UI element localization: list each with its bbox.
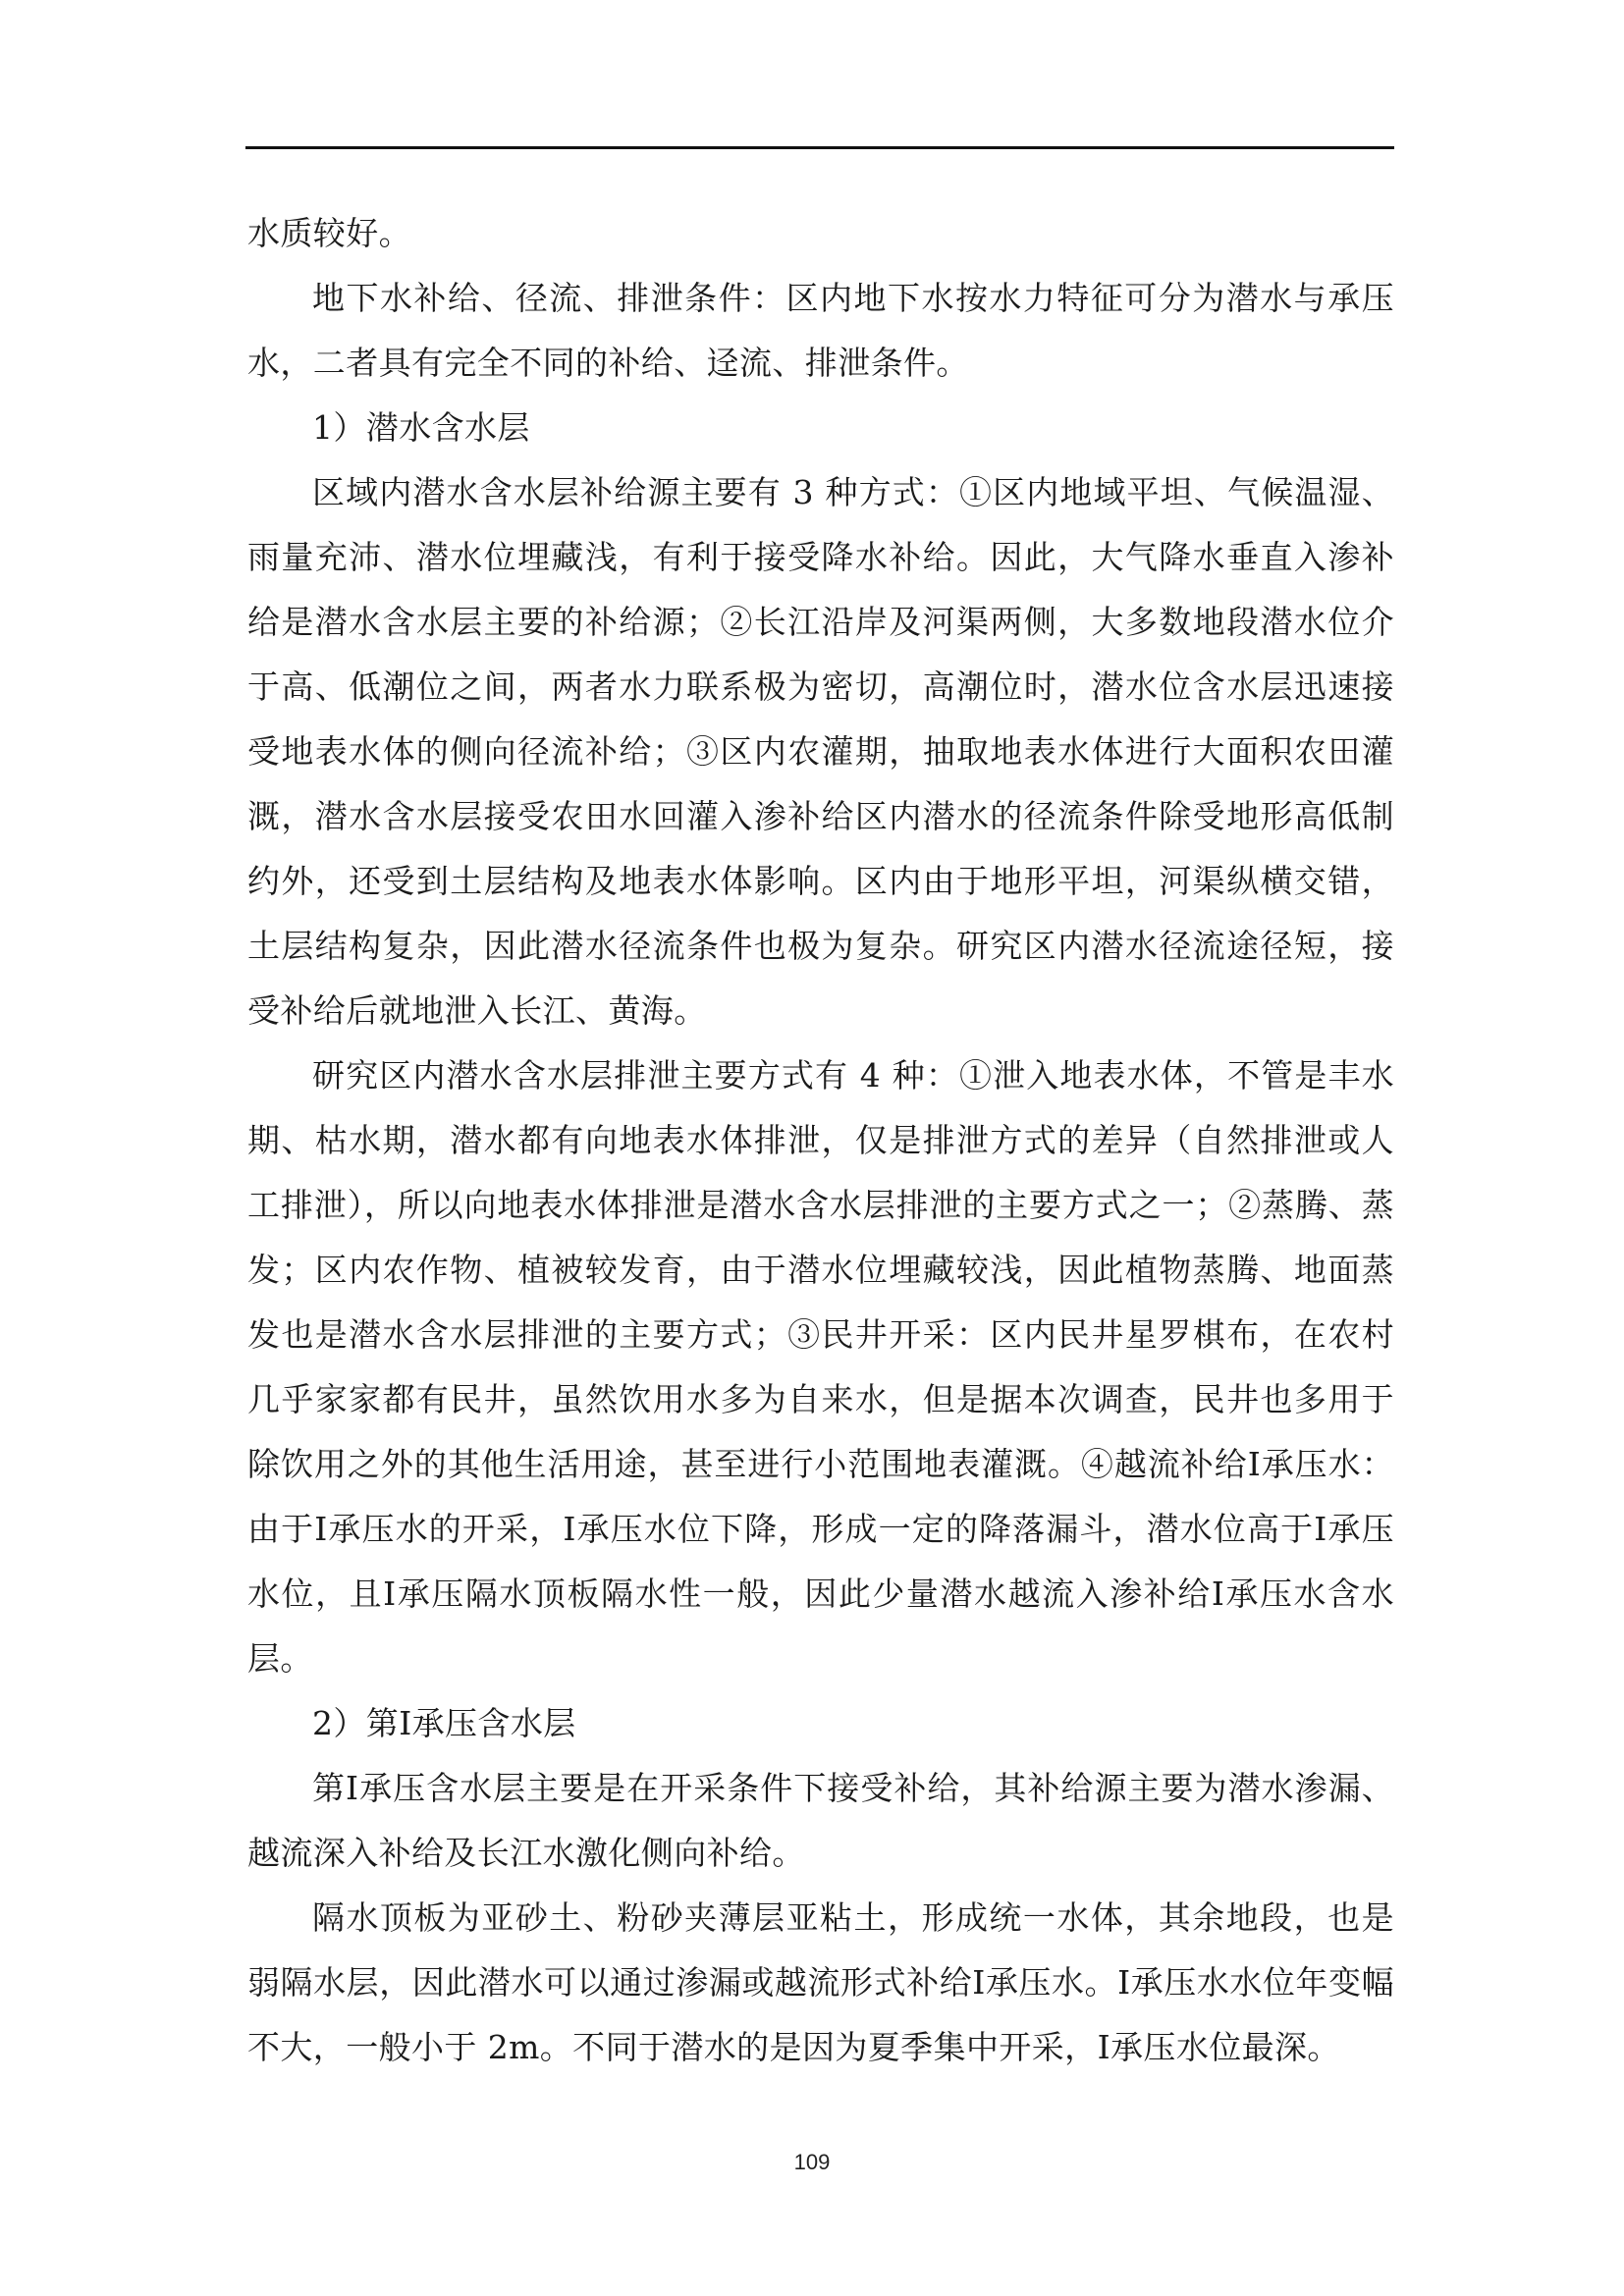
paragraph-continuation: 水质较好。 [247,214,411,252]
body-text [247,201,1394,2080]
header-rule [245,146,1394,149]
section-heading-confined-aquifer: 2）第Ⅰ承压含水层 [312,1704,576,1742]
paragraph-confined-recharge: 第Ⅰ承压含水层主要是在开采条件下接受补给，其补给源主要为潜水渗漏、越流深入补给及长江水激化侧向补给。 [247,1769,1394,1872]
page-number: 109 [793,2150,831,2174]
section-heading-phreatic-aquifer: 1）潜水含水层 [312,408,530,447]
paragraph-confined-aquitard: 隔水顶板为亚砂土、粉砂夹薄层亚粘土，形成统一水体，其余地段，也是弱隔水层，因此潜水可以通过渗漏或越流形式补给Ⅰ承压水。Ⅰ承压水水位年变幅不大，一般小于 2m。不同于潜水的是因为夏季集中开采，Ⅰ承压水位最深。 [247,1898,1394,2066]
paragraph-phreatic-discharge: 研究区内潜水含水层排泄主要方式有 4 种：①泄入地表水体，不管是丰水期、枯水期，潜水都有向地表水体排泄，仅是排泄方式的差异（自然排泄或人工排泄），所以向地表水体排泄是潜水含水层排泄的主要方式之一；②蒸腾、蒸发；区内农作物、植被较发育，由于潜水位埋藏较浅，因此植物蒸腾、地面蒸发也是潜水含水层排泄的主要方式；③民井开采：区内民井星罗棋布，在农村几乎家家都有民井，虽然饮用水多为自来水，但是据本次调查，民井也多用于除饮用之外的其他生活用途，甚至进行小范围地表灌溉。④越流补给Ⅰ承压水：由于Ⅰ承压水的开采，Ⅰ承压水位下降，形成一定的降落漏斗，潜水位高于Ⅰ承压水位，且Ⅰ承压隔水顶板隔水性一般，因此少量潜水越流入渗补给Ⅰ承压水含水层。 [247,1056,1394,1678]
paragraph-recharge-conditions: 地下水补给、径流、排泄条件：区内地下水按水力特征可分为潜水与承压水，二者具有完全不同的补给、迳流、排泄条件。 [247,279,1394,382]
paragraph-phreatic-recharge: 区域内潜水含水层补给源主要有 3 种方式：①区内地域平坦、气候温湿、雨量充沛、潜水位埋藏浅，有利于接受降水补给。因此，大气降水垂直入渗补给是潜水含水层主要的补给源；②长江沿岸及河渠两侧，大多数地段潜水位介于高、低潮位之间，两者水力联系极为密切，高潮位时，潜水位含水层迅速接受地表水体的侧向径流补给；③区内农灌期，抽取地表水体进行大面积农田灌溉，潜水含水层接受农田水回灌入渗补给区内潜水的径流条件除受地形高低制约外，还受到土层结构及地表水体影响。区内由于地形平坦，河渠纵横交错，土层结构复杂，因此潜水径流条件也极为复杂。研究区内潜水径流途径短，接受补给后就地泄入长江、黄海。 [247,473,1394,1030]
